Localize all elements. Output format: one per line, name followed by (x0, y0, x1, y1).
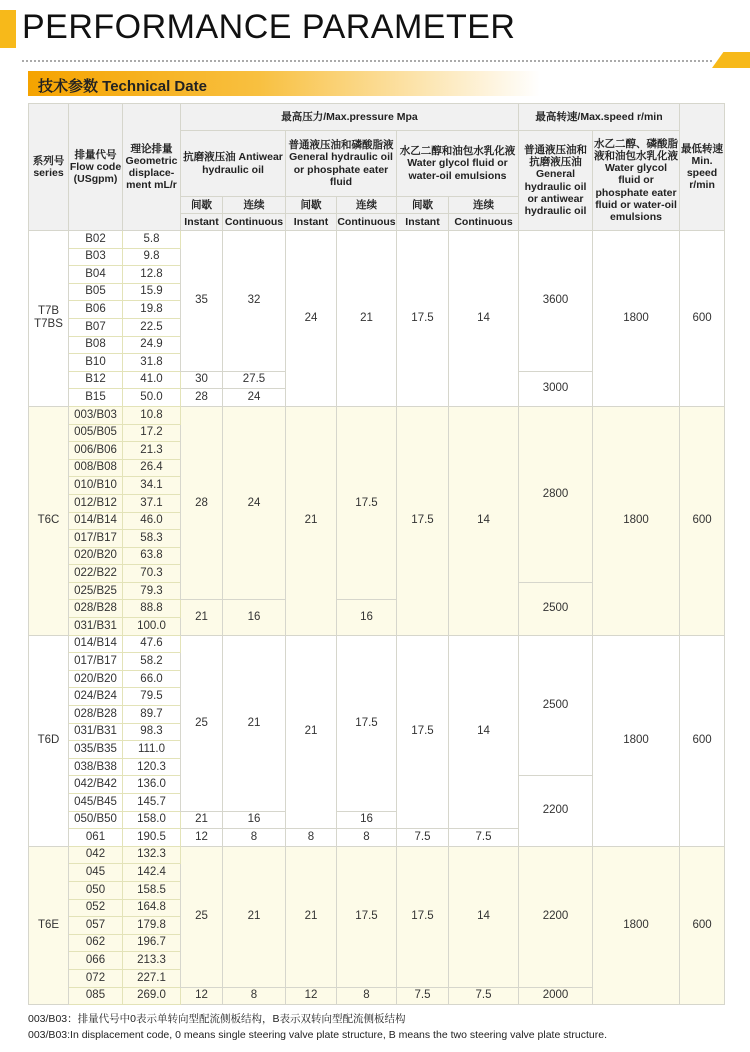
footnote-en: 003/B03:In displacement code, 0 means single steering valve plate structure, B means the two steering valve plate structure. (28, 1029, 607, 1041)
gh-continuous-cell: 8 (337, 987, 397, 1005)
aw-instant-cell: 30 (181, 371, 223, 389)
flow-code-cell: 008/B08 (69, 459, 123, 477)
displacement-cell: 98.3 (123, 723, 181, 741)
displacement-cell: 9.8 (123, 248, 181, 266)
speed-general-cell: 2800 (519, 406, 593, 582)
flow-code-cell: 010/B10 (69, 477, 123, 495)
flow-code-cell: 005/B05 (69, 424, 123, 442)
flow-code-cell: 022/B22 (69, 565, 123, 583)
displacement-cell: 227.1 (123, 969, 181, 987)
wg-instant-cell: 17.5 (397, 846, 449, 987)
aw-continuous-cell: 16 (223, 600, 286, 635)
flow-code-cell: 045/B45 (69, 794, 123, 812)
title-divider (22, 60, 712, 62)
flow-code-cell: 042/B42 (69, 776, 123, 794)
flow-code-cell: B07 (69, 318, 123, 336)
displacement-cell: 58.2 (123, 653, 181, 671)
wg-continuous-cell: 14 (449, 406, 519, 635)
wg-continuous-cell: 14 (449, 846, 519, 987)
speed-general-cell: 2200 (519, 776, 593, 846)
displacement-cell: 10.8 (123, 406, 181, 424)
flow-code-cell: B03 (69, 248, 123, 266)
wg-instant-cell: 17.5 (397, 231, 449, 407)
min-speed-cell: 600 (680, 846, 725, 1004)
header-instant-cn: 间歇 (286, 197, 337, 214)
speed-general-cell: 3600 (519, 231, 593, 372)
section-title: 技术参数 Technical Date (38, 78, 207, 95)
flow-code-cell: B12 (69, 371, 123, 389)
header-instant: Instant (397, 214, 449, 231)
header-water-glycol: 水乙二醇和油包水乳化液 Water glycol fluid or water-oil emulsions (397, 131, 519, 197)
aw-continuous-cell: 21 (223, 846, 286, 987)
flow-code-cell: B10 (69, 354, 123, 372)
displacement-cell: 46.0 (123, 512, 181, 530)
aw-instant-cell: 28 (181, 389, 223, 407)
displacement-cell: 190.5 (123, 829, 181, 847)
table-row (29, 846, 725, 864)
flow-code-cell: B02 (69, 231, 123, 249)
flow-code-cell: B05 (69, 283, 123, 301)
gh-continuous-cell: 8 (337, 829, 397, 847)
displacement-cell: 158.0 (123, 811, 181, 829)
wg-continuous-cell: 14 (449, 635, 519, 829)
flow-code-cell: 050 (69, 881, 123, 899)
displacement-cell: 22.5 (123, 318, 181, 336)
flow-code-cell: 062 (69, 934, 123, 952)
flow-code-cell: 017/B17 (69, 530, 123, 548)
displacement-cell: 79.5 (123, 688, 181, 706)
speed-general-cell: 2500 (519, 582, 593, 635)
flow-code-cell: 020/B20 (69, 547, 123, 565)
page-title: PERFORMANCE PARAMETER (22, 8, 516, 46)
displacement-cell: 142.4 (123, 864, 181, 882)
aw-continuous-cell: 24 (223, 389, 286, 407)
header-continuous: Continuous (223, 214, 286, 231)
gh-instant-cell: 12 (286, 987, 337, 1005)
displacement-cell: 136.0 (123, 776, 181, 794)
gh-continuous-cell: 17.5 (337, 846, 397, 987)
flow-code-cell: 014/B14 (69, 512, 123, 530)
aw-instant-cell: 28 (181, 406, 223, 600)
series-cell: T6D (29, 635, 69, 846)
speed-water-glycol-cell: 1800 (593, 231, 680, 407)
speed-general-cell: 2000 (519, 987, 593, 1005)
aw-continuous-cell: 24 (223, 406, 286, 600)
aw-instant-cell: 12 (181, 987, 223, 1005)
displacement-cell: 145.7 (123, 794, 181, 812)
header-continuous: Continuous (337, 214, 397, 231)
wg-instant-cell: 17.5 (397, 635, 449, 829)
gh-continuous-cell: 16 (337, 811, 397, 829)
flow-code-cell: 020/B20 (69, 670, 123, 688)
flow-code-cell: 072 (69, 969, 123, 987)
aw-continuous-cell: 21 (223, 635, 286, 811)
speed-water-glycol-cell: 1800 (593, 406, 680, 635)
displacement-cell: 132.3 (123, 846, 181, 864)
gh-instant-cell: 21 (286, 846, 337, 987)
displacement-cell: 88.8 (123, 600, 181, 618)
displacement-cell: 158.5 (123, 881, 181, 899)
displacement-cell: 19.8 (123, 301, 181, 319)
divider-accent (712, 52, 750, 68)
displacement-cell: 70.3 (123, 565, 181, 583)
flow-code-cell: 028/B28 (69, 706, 123, 724)
header-instant-cn: 间歇 (181, 197, 223, 214)
header-instant: Instant (181, 214, 223, 231)
flow-code-cell: 012/B12 (69, 494, 123, 512)
aw-instant-cell: 35 (181, 231, 223, 372)
flow-code-cell: 057 (69, 917, 123, 935)
displacement-cell: 47.6 (123, 635, 181, 653)
flow-code-cell: 045 (69, 864, 123, 882)
displacement-cell: 41.0 (123, 371, 181, 389)
header-continuous-cn: 连续 (449, 197, 519, 214)
aw-instant-cell: 21 (181, 811, 223, 829)
gh-instant-cell: 21 (286, 635, 337, 829)
flow-code-cell: 028/B28 (69, 600, 123, 618)
header-continuous-cn: 连续 (337, 197, 397, 214)
header-flow-code: 排量代号 Flow code (USgpm) (69, 104, 123, 231)
displacement-cell: 213.3 (123, 952, 181, 970)
displacement-cell: 12.8 (123, 266, 181, 284)
displacement-cell: 21.3 (123, 442, 181, 460)
flow-code-cell: 003/B03 (69, 406, 123, 424)
displacement-cell: 50.0 (123, 389, 181, 407)
displacement-cell: 179.8 (123, 917, 181, 935)
displacement-cell: 24.9 (123, 336, 181, 354)
header-general-oil: 普通液压油和磷酸脂液 General hydraulic oil or phosphate eater fluid (286, 131, 397, 197)
title-accent-bar (0, 10, 16, 48)
series-cell: T6E (29, 846, 69, 1004)
speed-general-cell: 2500 (519, 635, 593, 776)
displacement-cell: 269.0 (123, 987, 181, 1005)
aw-instant-cell: 21 (181, 600, 223, 635)
flow-code-cell: 006/B06 (69, 442, 123, 460)
series-cell: T6C (29, 406, 69, 635)
displacement-cell: 196.7 (123, 934, 181, 952)
displacement-cell: 66.0 (123, 670, 181, 688)
displacement-cell: 37.1 (123, 494, 181, 512)
wg-continuous-cell: 7.5 (449, 987, 519, 1005)
header-displacement: 理论排量 Geometric displace-ment mL/r (123, 104, 181, 231)
header-series: 系列号 series (29, 104, 69, 231)
header-speed-general: 普通液压油和抗磨液压油 General hydraulic oil or antiwear hydraulic oil (519, 131, 593, 231)
wg-instant-cell: 7.5 (397, 987, 449, 1005)
flow-code-cell: B08 (69, 336, 123, 354)
wg-instant-cell: 17.5 (397, 406, 449, 635)
displacement-cell: 31.8 (123, 354, 181, 372)
flow-code-cell: B04 (69, 266, 123, 284)
aw-instant-cell: 12 (181, 829, 223, 847)
displacement-cell: 63.8 (123, 547, 181, 565)
header-instant: Instant (286, 214, 337, 231)
section-banner (28, 71, 540, 96)
aw-instant-cell: 25 (181, 635, 223, 811)
gh-continuous-cell: 21 (337, 231, 397, 407)
gh-continuous-cell: 17.5 (337, 635, 397, 811)
gh-instant-cell: 21 (286, 406, 337, 635)
flow-code-cell: 052 (69, 899, 123, 917)
flow-code-cell: 014/B14 (69, 635, 123, 653)
flow-code-cell: B15 (69, 389, 123, 407)
header-continuous-cn: 连续 (223, 197, 286, 214)
displacement-cell: 100.0 (123, 618, 181, 636)
wg-instant-cell: 7.5 (397, 829, 449, 847)
footnotes (28, 1011, 607, 1043)
flow-code-cell: 085 (69, 987, 123, 1005)
speed-water-glycol-cell: 1800 (593, 635, 680, 846)
header-continuous: Continuous (449, 214, 519, 231)
flow-code-cell: 038/B38 (69, 758, 123, 776)
gh-instant-cell: 24 (286, 231, 337, 407)
technical-data-table (28, 103, 725, 1005)
flow-code-cell: 025/B25 (69, 582, 123, 600)
flow-code-cell: 042 (69, 846, 123, 864)
gh-continuous-cell: 17.5 (337, 406, 397, 600)
flow-code-cell: 035/B35 (69, 741, 123, 759)
table-body (29, 231, 725, 1005)
aw-continuous-cell: 8 (223, 829, 286, 847)
displacement-cell: 17.2 (123, 424, 181, 442)
aw-continuous-cell: 8 (223, 987, 286, 1005)
flow-code-cell: 017/B17 (69, 653, 123, 671)
min-speed-cell: 600 (680, 231, 725, 407)
speed-general-cell: 2200 (519, 846, 593, 987)
header-speed-water-glycol: 水乙二醇、磷酸脂液和油包水乳化液 Water glycol fluid or phosphate eater fluid or water-oil emulsions (593, 131, 680, 231)
displacement-cell: 89.7 (123, 706, 181, 724)
aw-continuous-cell: 32 (223, 231, 286, 372)
displacement-cell: 26.4 (123, 459, 181, 477)
wg-continuous-cell: 14 (449, 231, 519, 407)
displacement-cell: 5.8 (123, 231, 181, 249)
displacement-cell: 79.3 (123, 582, 181, 600)
gh-instant-cell: 8 (286, 829, 337, 847)
header-max-speed: 最高转速/Max.speed r/min (519, 104, 680, 131)
table-row (29, 406, 725, 424)
aw-instant-cell: 25 (181, 846, 223, 987)
header-antiwear-oil: 抗磨液压油 Antiwear hydraulic oil (181, 131, 286, 197)
header-instant-cn: 间歇 (397, 197, 449, 214)
speed-general-cell: 3000 (519, 371, 593, 406)
footnote-cn: 003/B03：排量代号中0表示单转向型配流侧板结构，B表示双转向型配流侧板结构 (28, 1013, 406, 1025)
flow-code-cell: 031/B31 (69, 723, 123, 741)
table-row (29, 635, 725, 653)
aw-continuous-cell: 16 (223, 811, 286, 829)
wg-continuous-cell: 7.5 (449, 829, 519, 847)
header-min-speed: 最低转速 Min. speed r/min (680, 104, 725, 231)
flow-code-cell: 050/B50 (69, 811, 123, 829)
flow-code-cell: 061 (69, 829, 123, 847)
displacement-cell: 34.1 (123, 477, 181, 495)
min-speed-cell: 600 (680, 635, 725, 846)
series-cell: T7B T7BS (29, 231, 69, 407)
displacement-cell: 111.0 (123, 741, 181, 759)
flow-code-cell: 031/B31 (69, 618, 123, 636)
displacement-cell: 164.8 (123, 899, 181, 917)
flow-code-cell: 024/B24 (69, 688, 123, 706)
displacement-cell: 58.3 (123, 530, 181, 548)
displacement-cell: 120.3 (123, 758, 181, 776)
displacement-cell: 15.9 (123, 283, 181, 301)
speed-water-glycol-cell: 1800 (593, 846, 680, 1004)
flow-code-cell: B06 (69, 301, 123, 319)
min-speed-cell: 600 (680, 406, 725, 635)
header-max-pressure: 最高压力/Max.pressure Mpa (181, 104, 519, 131)
gh-continuous-cell: 16 (337, 600, 397, 635)
flow-code-cell: 066 (69, 952, 123, 970)
table-row (29, 231, 725, 249)
aw-continuous-cell: 27.5 (223, 371, 286, 389)
